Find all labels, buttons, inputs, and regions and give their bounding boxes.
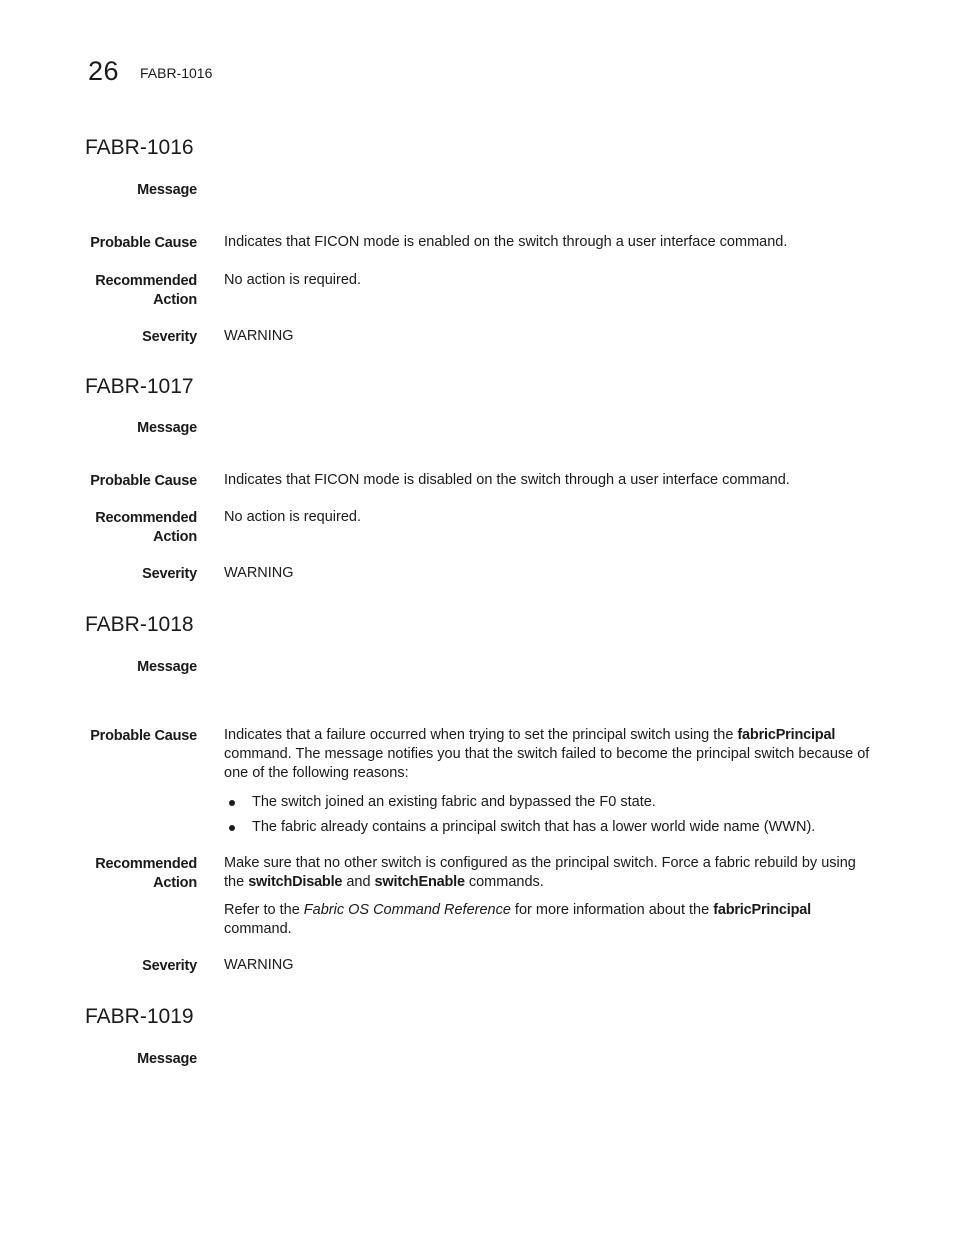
probable-cause-text [224,726,874,843]
probable-cause-label: Probable Cause [90,235,197,251]
recommended-action-text: No action is required. [224,509,362,525]
message-title: FABR-1016 [85,136,194,159]
list-item: The fabric already contains a principal switch that has a lower world wide name (WWN). [224,818,874,837]
recommended-action-text [224,854,874,939]
probable-cause-text: Indicates that FICON mode is disabled on the switch through a user interface command. [224,472,790,488]
recommended-action-label: Recommended Action [95,273,197,308]
message-title: FABR-1018 [85,613,194,636]
message-label: Message [137,1051,197,1067]
reference-title: Fabric OS Command Reference [303,902,511,918]
severity-label: Severity [142,958,197,974]
severity-value: WARNING [224,957,294,973]
severity-value: WARNING [224,328,294,344]
probable-cause-label: Probable Cause [90,473,197,489]
chapter-number: 26 [88,56,120,86]
probable-cause-label: Probable Cause [90,728,197,744]
running-title: FABR-1016 [140,65,213,81]
recommended-action-label: Recommended Action [95,510,197,545]
recommended-action-label: Recommended Action [95,856,197,891]
recommended-action-paragraph: Make sure that no other switch is configured as the principal switch. Force a fabric rebuild by using the switchDisable and switchEnable commands. [224,855,856,890]
bullet-icon [229,800,235,806]
command-name: switchDisable [248,874,343,890]
list-item: The switch joined an existing fabric and bypassed the F0 state. [224,793,874,812]
command-name: fabricPrincipal [713,902,811,918]
severity-label: Severity [142,329,197,345]
reference-paragraph: Refer to the Fabric OS Command Reference for more information about the fabricPrincipal command. [224,902,811,937]
message-label: Message [137,420,197,436]
reasons-list [224,793,874,837]
recommended-action-text: No action is required. [224,272,362,288]
message-title: FABR-1017 [85,375,194,398]
severity-value: WARNING [224,565,294,581]
message-title: FABR-1019 [85,1005,194,1028]
message-label: Message [137,182,197,198]
probable-cause-paragraph: Indicates that a failure occurred when trying to set the principal switch using the fabricPrincipal command. The message notifies you that the switch failed to become the principal switch because of one of the following reasons: [224,727,870,781]
command-name: fabricPrincipal [737,727,836,743]
command-name: switchEnable [374,874,465,890]
bullet-icon [229,825,235,831]
probable-cause-text: Indicates that FICON mode is enabled on the switch through a user interface command. [224,234,788,250]
severity-label: Severity [142,566,197,582]
message-label: Message [137,659,197,675]
